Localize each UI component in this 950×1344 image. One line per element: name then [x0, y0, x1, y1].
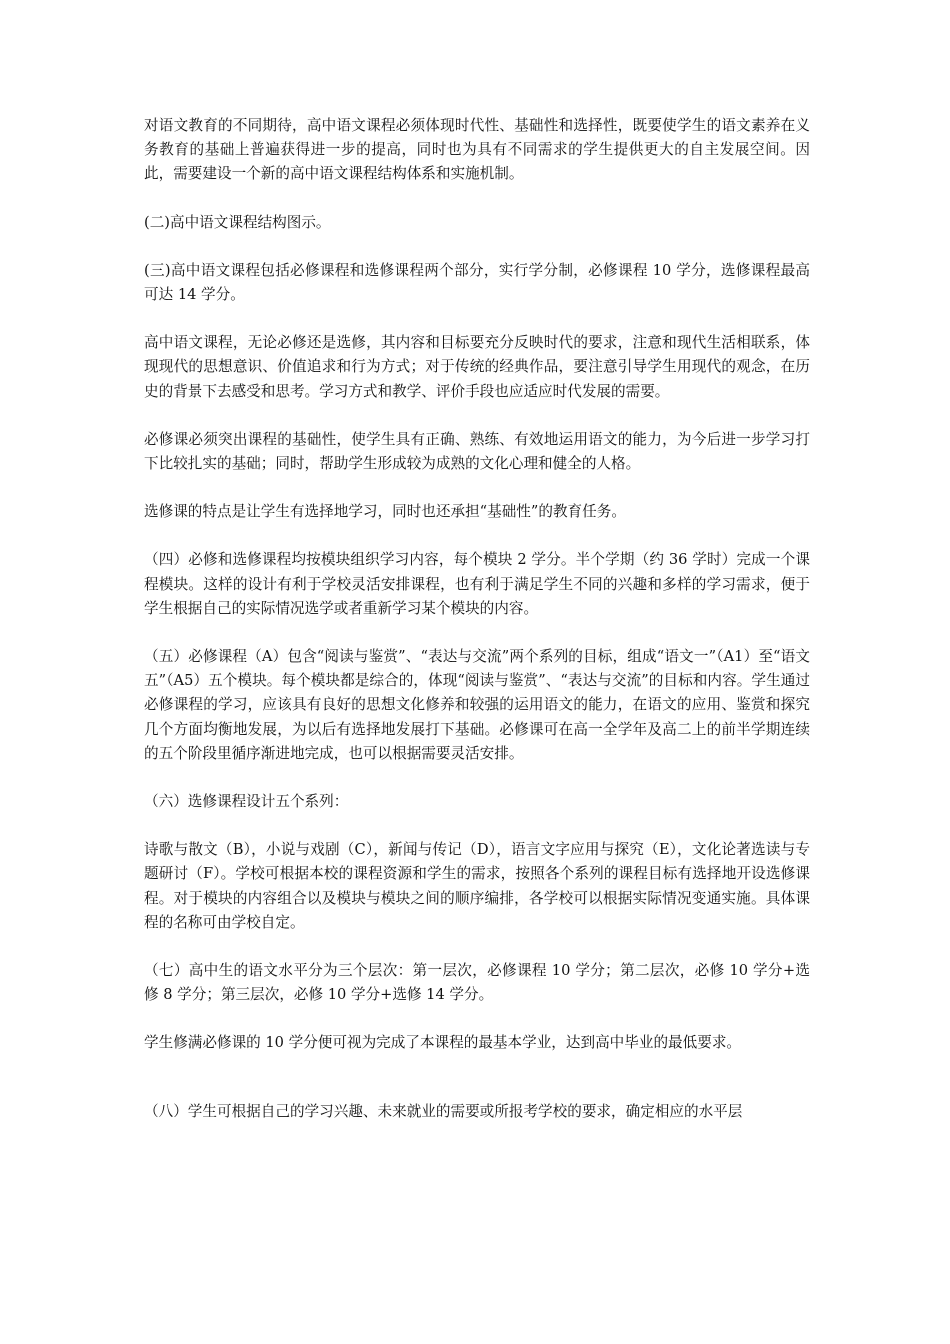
paragraph-gap: [144, 404, 810, 428]
paragraph-gap: [144, 187, 810, 211]
paragraph-section-5: （五）必修课程（A）包含“阅读与鉴赏”、“表达与交流”两个系列的目标，组成“语文一”（A1）至“语文五”（A5）五个模块。每个模块都是综合的，体现“阅读与鉴赏”、“表达与交流”的目标和内容。学生通过必修课程的学习，应该具有良好的思想文化修养和较强的运用语文的能力，在语文的应用、鉴赏和探究几个方面均衡地发展，为以后有选择地发展打下基础。必修课可在高一全学年及高二上的前半学期连续的五个阶段里循序渐进地完成，也可以根据需要灵活安排。: [144, 648, 810, 762]
paragraph-section-6: （六）选修课程设计五个系列：: [144, 793, 349, 811]
document-page: [144, 114, 810, 1124]
paragraph-gap: [144, 1056, 810, 1100]
paragraph-graduation-requirement: 学生修满必修课的 10 学分便可视为完成了本课程的最基本学业，达到高中毕业的最低要求。: [144, 1034, 742, 1052]
paragraph-gap: [144, 621, 810, 645]
paragraph-gap: [144, 814, 810, 838]
paragraph-gap: [144, 235, 810, 259]
paragraph-elective-courses: 选修课的特点是让学生有选择地学习，同时也还承担“基础性”的教育任务。: [144, 503, 626, 521]
paragraph-gap: [144, 766, 810, 790]
paragraph-modern-requirements: 高中语文课程，无论必修还是选修，其内容和目标要充分反映时代的要求，注意和现代生活相联系，体现现代的思想意识、价值追求和行为方式；对于传统的经典作品，要注意引导学生用现代的观念，在历史的背景下去感受和思考。学习方式和教学、评价手段也应适应时代发展的需要。: [144, 334, 810, 400]
paragraph-gap: [144, 476, 810, 500]
paragraph-gap: [144, 307, 810, 331]
paragraph-section-2: (二)高中语文课程结构图示。: [144, 213, 331, 231]
paragraph-section-7: （七）高中生的语文水平分为三个层次：第一层次，必修课程 10 学分；第二层次，必修 10 学分+选修 8 学分；第三层次，必修 10 学分+选修 14 学分。: [144, 962, 810, 1004]
paragraph-gap: [144, 935, 810, 959]
paragraph-gap: [144, 524, 810, 548]
paragraph-elective-series: 诗歌与散文（B），小说与戏剧（C），新闻与传记（D），语言文字应用与探究（E），文化论著选读与专题研讨（F）。学校可根据本校的课程资源和学生的需求，按照各个系列的课程目标有选择地开设选修课程。对于模块的内容组合以及模块与模块之间的顺序编排，各学校可以根据实际情况变通实施。具体课程的名称可由学校自定。: [144, 841, 810, 931]
paragraph-required-courses: 必修课必须突出课程的基础性，使学生具有正确、熟练、有效地运用语文的能力，为今后进一步学习打下比较扎实的基础；同时，帮助学生形成较为成熟的文化心理和健全的人格。: [144, 430, 810, 473]
paragraph-gap: [144, 1007, 810, 1031]
paragraph-section-4: （四）必修和选修课程均按模块组织学习内容，每个模块 2 学分。半个学期（约 36 学时）完成一个课程模块。这样的设计有利于学校灵活安排课程，也有利于满足学生不同的兴趣和多样的学习需求，便于学生根据自己的实际情况选学或者重新学习某个模块的内容。: [144, 551, 810, 617]
paragraph-intro: 对语文教育的不同期待，高中语文课程必须体现时代性、基础性和选择性，既要使学生的语文素养在义务教育的基础上普遍获得进一步的提高，同时也为具有不同需求的学生提供更大的自主发展空间。因此，需要建设一个新的高中语文课程结构体系和实施机制。: [144, 117, 810, 183]
paragraph-section-3: (三)高中语文课程包括必修课程和选修课程两个部分，实行学分制，必修课程 10 学分，选修课程最高可达 14 学分。: [144, 261, 810, 304]
paragraph-section-8: （八）学生可根据自己的学习兴趣、未来就业的需要或所报考学校的要求，确定相应的水平层: [144, 1102, 743, 1120]
